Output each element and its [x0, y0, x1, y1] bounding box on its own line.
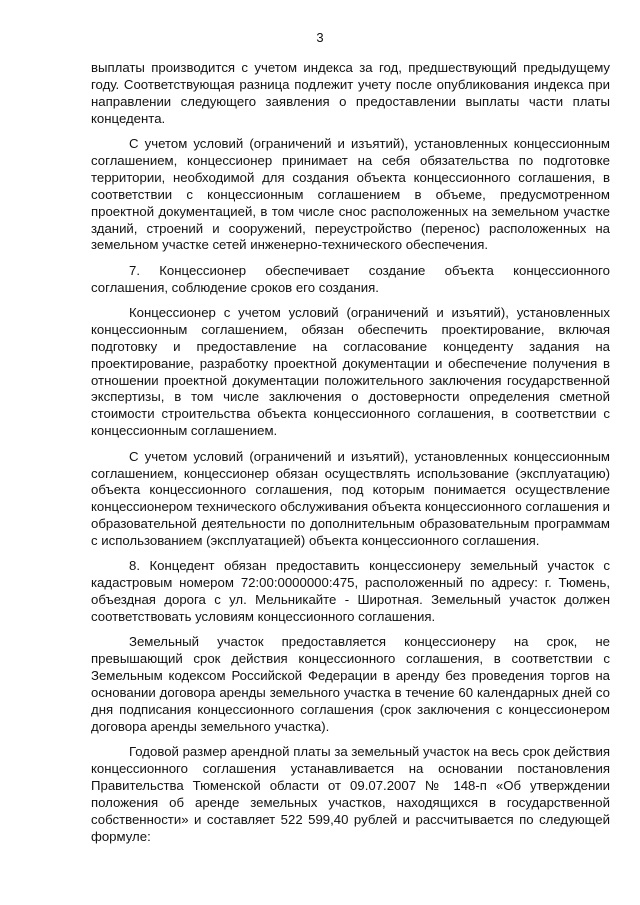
paragraph-operation-obligation: С учетом условий (ограничений и изъятий), установленных концессионным соглашением, концессионер обязан осуществлять использование (эксплуатацию) объекта концессионного соглашения, под которым понимается осуществление концессионером технического обслуживания объекта концессионного соглашения и образовательной деятельности по дополнительным образовательным программам с использованием (эксплуатацией) объекта концессионного соглашения. [91, 448, 610, 549]
document-body [91, 60, 610, 854]
paragraph-site-preparation: С учетом условий (ограничений и изъятий), установленных концессионным соглашением, концессионер принимает на себя обязательства по подготовке территории, необходимой для создания объекта концессионного соглашения, в соответствии с концессионным соглашением в объеме, предусмотренном проектной документацией, в том числе снос расположенных на земельном участке зданий, строений и сооружений, переустройство (перенос) расположенных на земельном участке сетей инженерно-технического обеспечения. [91, 136, 610, 253]
paragraph-annual-rent: Годовой размер арендной платы за земельный участок на весь срок действия концессионного соглашения устанавливается на основании постановления Правительства Тюменской области от 09.07.2007 № 148-п «Об утверждении положения об аренде земельных участков, находящихся в государственной собственности» и составляет 522 599,40 рублей и рассчитывается по следующей формуле: [91, 744, 610, 844]
page-number: 3 [316, 30, 324, 45]
paragraph-lease-term: Земельный участок предоставляется концессионеру на срок, не превышающий срок действия концессионного соглашения, в соответствии с Земельным кодексом Российской Федерации в аренду без проведения торгов на основании договора аренды земельного участка в течение 60 календарных дней со дня подписания концессионного соглашения (срок заключения с концессионером договора аренды земельного участка). [91, 634, 610, 734]
paragraph-design-obligation: Концессионер с учетом условий (ограничений и изъятий), установленных концессионным соглашением, обязан обеспечить проектирование, включая подготовку и предоставление на согласование концеденту задания на проектирование, разработку проектной документации и обеспечение получения в отношении проектной документации положительного заключения государственной экспертизы, в том числе заключения о достоверности определения сметной стоимости строительства объекта концессионного соглашения, в соответствии с концессионным соглашением. [91, 304, 610, 439]
paragraph-continuation: выплаты производится с учетом индекса за год, предшествующий предыдущему году. Соответствующая разница подлежит учету после опубликования индекса при направлении следующего заявления о предоставлении выплаты части платы концедента. [91, 60, 610, 126]
paragraph-clause-7: 7. Концессионер обеспечивает создание объекта концессионного соглашения, соблюдение сроков его создания. [91, 262, 610, 295]
paragraph-clause-8: 8. Концедент обязан предоставить концессионеру земельный участок с кадастровым номером 72:00:0000000:475, расположенный по адресу: г. Тюмень, объездная дорога с ул. Мельникайте - Широтная. Земельный участок должен соответствовать условиям концессионного соглашения. [91, 558, 610, 625]
